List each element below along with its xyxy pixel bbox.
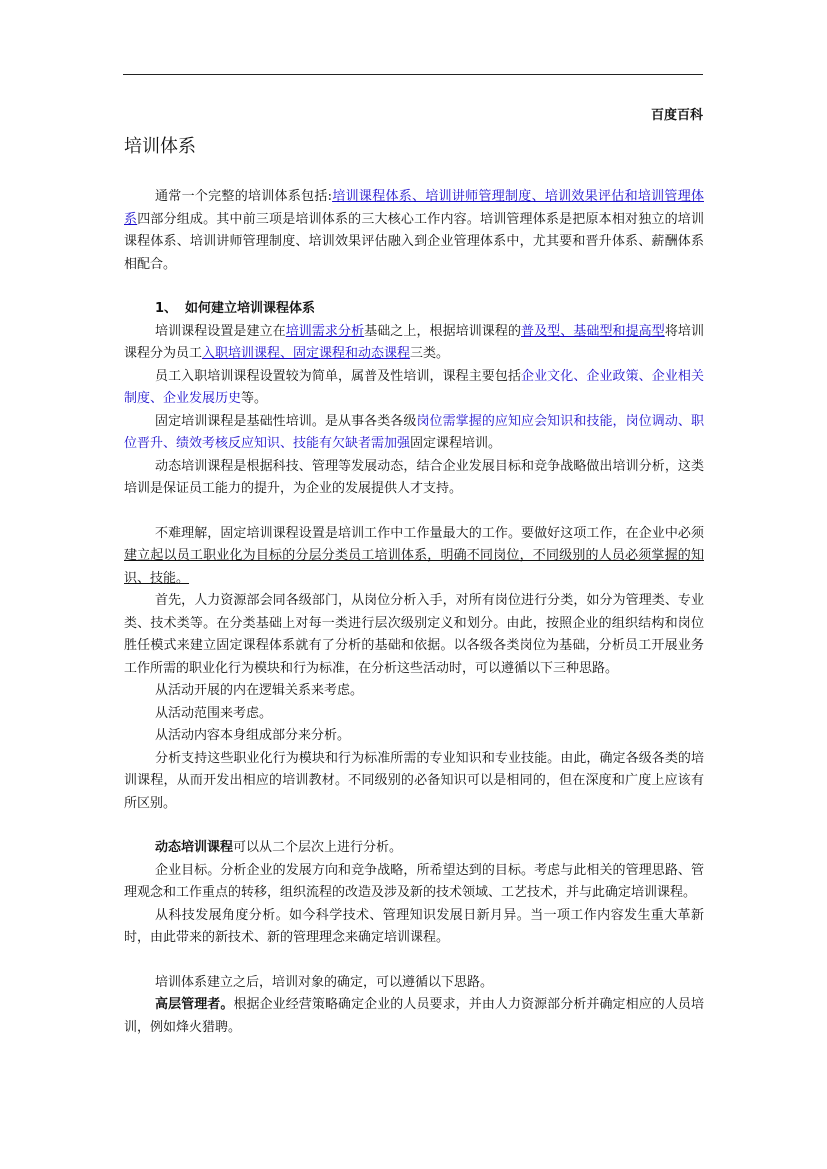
paragraph-enterprise-goals: 企业目标。分析企业的发展方向和竞争战略，所希望达到的目标。考虑与此相关的管理思路、管理观念和工作重点的转移，组织流程的改造及涉及新的技术领域、工艺技术，并与此确定培训课程。 [124, 862, 704, 900]
section-heading [124, 298, 704, 321]
bold-text: 高层管理者。 [155, 997, 234, 1012]
text-span: 固定培训课程是基础性培训。是从事各类各级 [155, 413, 417, 429]
text-span: 固定课程培训。 [410, 436, 502, 451]
bold-text: 动态培训课程 [155, 840, 234, 855]
paragraph-onboarding [124, 366, 704, 411]
paragraph-fixed-course [124, 411, 704, 456]
highlighted-text: 岗位需掌握的应知应会知识和技能，岗位调动、职位晋升、绩效考核反应知识、技能有欠缺者需加强 [124, 413, 704, 451]
paragraph-tech-development: 从科技发展角度分析。如今科学技术、管理知识发展日新月异。当一项工作内容发生重大革新时，由此带来的新技术、新的管理理念来确定培训课程。 [124, 907, 704, 945]
needs-analysis-link[interactable]: 培训需求分析 [285, 323, 365, 339]
text-span: 可以从二个层次上进行分析。 [233, 840, 403, 855]
paragraph-training-targets: 培训体系建立之后，培训对象的确定，可以遵循以下思路。 [155, 974, 494, 990]
training-system-components-link[interactable]: 培训课程体系、培训讲师管理制度、培训效果评估和培训管理体系 [124, 189, 704, 227]
text-span: 等。 [241, 391, 268, 406]
header-rule [123, 74, 703, 75]
paragraph-senior-managers [124, 994, 704, 1039]
course-types-link[interactable]: 普及型、基础型和提高型 [521, 323, 665, 339]
text-span: 三类。 [410, 346, 450, 361]
text-span: 培训课程设置是建立在 [155, 323, 286, 339]
paragraph-first-step: 首先，人力资源部会同各级部门，从岗位分析入手，对所有岗位进行分类，如分为管理类、专业类、技术类等。在分类基础上对每一类进行层次级别定义和划分。由此，按照企业的组织结构和岗位胜任模式来建立固定课程体系就有了分析的基础和依据。以各级各类岗位为基础，分析员工开展业务工作所需的职业化行为模块和行为标准，在分析这些活动时，可以遵循以下三种思路。 [124, 593, 704, 676]
section-number: 1、 [155, 301, 178, 316]
text-span: 基础之上，根据培训课程的 [364, 323, 522, 339]
paragraph-approach-3: 从活动内容本身组成部分来分析。 [155, 728, 351, 743]
spacer [124, 815, 704, 837]
text-span: 不难理解，固定培训课程设置是培训工作中工作量最大的工作。要做好这项工作，在企业中必须 [155, 525, 704, 541]
spacer [124, 276, 704, 298]
paragraph-approach-1: 从活动开展的内在逻辑关系来考虑。 [155, 683, 364, 698]
spacer [124, 950, 704, 972]
paragraph-analysis-support: 分析支持这些职业化行为模块和行为标准所需的专业知识和专业技能。由此，确定各级各类的培训课程，从而开发出相应的培训教材。不同级别的必备知识可以是相同的，但在深度和广度上应该有所区别。 [124, 750, 704, 811]
document-body [124, 186, 704, 1039]
paragraph-approach-2: 从活动范围来考虑。 [155, 705, 273, 721]
course-categories-link[interactable]: 入职培训课程、固定课程和动态课程 [202, 346, 411, 361]
paragraph-fixed-workload [124, 523, 704, 591]
paragraph-dynamic-course: 动态培训课程是根据科技、管理等发展动态，结合企业发展目标和竞争战略做出培训分析，这类培训是保证员工能力的提升，为企业的发展提供人才支持。 [124, 458, 704, 496]
source-label: 百度百科 [650, 108, 703, 123]
intro-text-1: 通常一个完整的培训体系包括: [155, 189, 333, 204]
text-span: 将培训课程分为员工 [124, 323, 704, 361]
text-span: 员工入职培训课程设置较为简单，属普及性培训，课程主要包括 [155, 368, 522, 384]
spacer [124, 501, 704, 523]
intro-text-2: 四部分组成。其中前三项是培训体系的三大核心工作内容。培训管理体系是把原本相对独立的培训课程体系、培训讲师管理制度、培训效果评估融入到企业管理体系中，尤其要和晋升体系、薪酬体系相配合。 [124, 211, 704, 272]
paragraph-course-setup [124, 321, 704, 366]
underlined-text: 建立起以员工职业化为目标的分层分类员工培训体系，明确不同岗位，不同级别的人员必须掌握的知识、技能。 [124, 548, 704, 586]
page-title: 培训体系 [124, 136, 196, 157]
paragraph-dynamic-levels [124, 837, 704, 860]
highlighted-text: 企业文化、企业政策、企业相关制度、企业发展历史 [124, 368, 704, 406]
section-heading-text: 如何建立培训课程体系 [185, 301, 316, 316]
intro-paragraph [124, 186, 704, 276]
text-span: 根据企业经营策略确定企业的人员要求，并由人力资源部分析并确定相应的人员培训，例如烽火猎聘。 [124, 997, 704, 1035]
